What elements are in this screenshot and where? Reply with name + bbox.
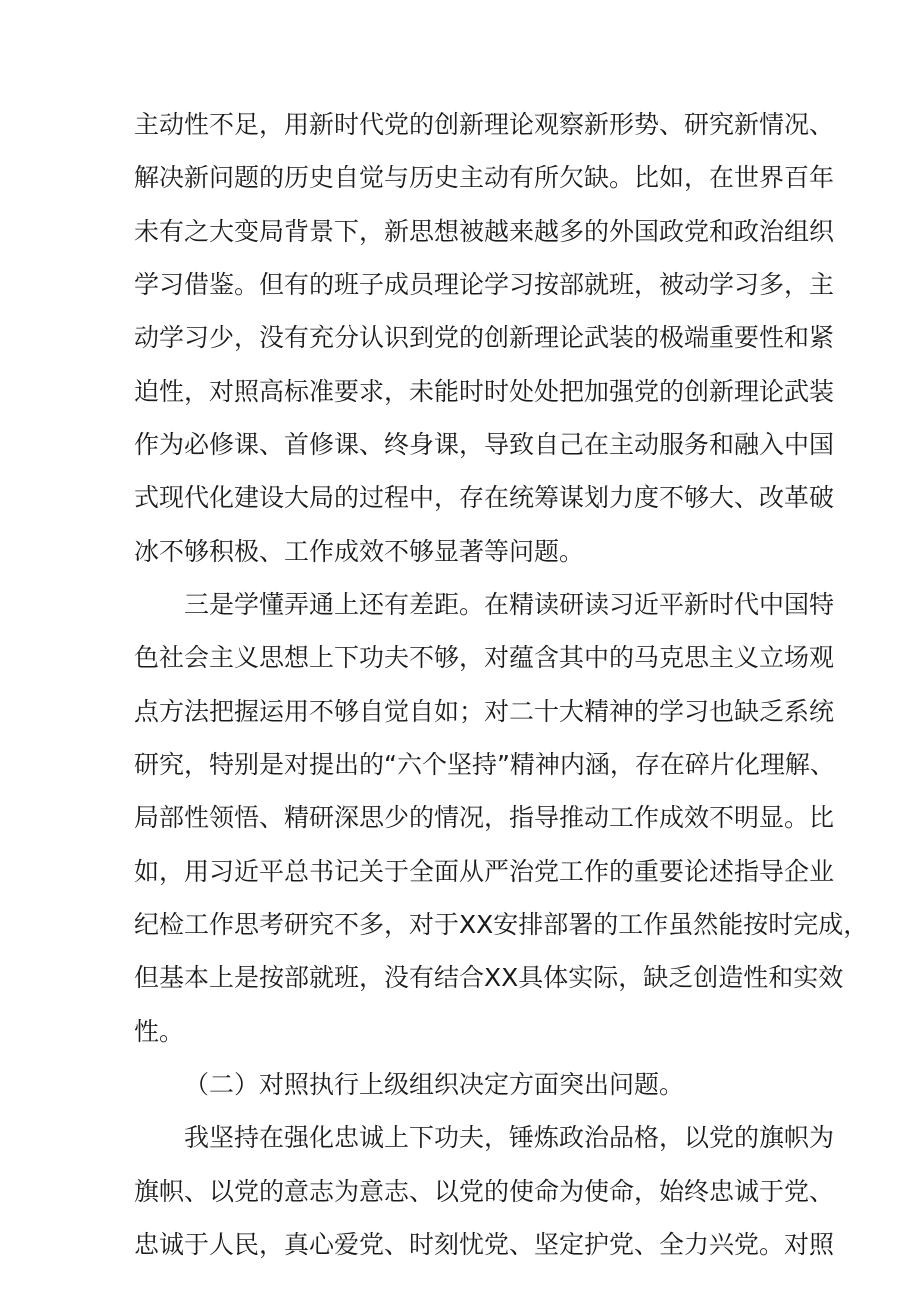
p2-line-4: 研究，特别是对提出的“六个坚持”精神内涵，存在碎片化理解、 <box>134 750 835 779</box>
p1-line-8: 式现代化建设大局的过程中，存在统筹谋划力度不够大、改革破 <box>134 483 835 512</box>
section-heading: （二）对照执行上级组织决定方面突出问题。 <box>184 1070 685 1099</box>
p2-line-7: 纪检工作思考研究不多，对于XX安排部署的工作虽然能按时完成， <box>134 910 869 939</box>
p1-line-1: 主动性不足，用新时代党的创新理论观察新形势、研究新情况、 <box>134 110 835 139</box>
p2-line-9: 性。 <box>134 1017 185 1046</box>
p1-line-7: 作为必修课、首修课、终身课，导致自己在主动服务和融入中国 <box>134 430 835 459</box>
p3-line-3: 忠诚于人民，真心爱党、时刻忧党、坚定护党、全力兴党。对照 <box>134 1230 835 1259</box>
p3-line-1: 我坚持在强化忠诚上下功夫，锤炼政治品格，以党的旗帜为 <box>184 1123 835 1152</box>
p1-line-9: 冰不够积极、工作成效不够显著等问题。 <box>134 537 585 566</box>
p1-line-3: 未有之大变局背景下，新思想被越来越多的外国政党和政治组织 <box>134 217 835 246</box>
p2-line-6: 如，用习近平总书记关于全面从严治党工作的重要论述指导企业 <box>134 857 835 886</box>
p2-line-1: 三是学懂弄通上还有差距。在精读研读习近平新时代中国特 <box>184 590 835 619</box>
p2-line-3: 点方法把握运用不够自觉自如；对二十大精神的学习也缺乏系统 <box>134 697 835 726</box>
p2-line-2: 色社会主义思想上下功夫不够，对蕴含其中的马克思主义立场观 <box>134 643 835 672</box>
p1-line-6: 迫性，对照高标准要求，未能时时处处把加强党的创新理论武装 <box>134 377 835 406</box>
p1-line-2: 解决新问题的历史自觉与历史主动有所欠缺。比如，在世界百年 <box>134 163 835 192</box>
p2-line-5: 局部性领悟、精研深思少的情况，指导推动工作成效不明显。比 <box>134 803 835 832</box>
p1-line-5: 动学习少，没有充分认识到党的创新理论武装的极端重要性和紧 <box>134 323 835 352</box>
p1-line-4: 学习借鉴。但有的班子成员理论学习按部就班，被动学习多，主 <box>134 270 835 299</box>
p2-line-8: 但基本上是按部就班，没有结合XX具体实际，缺乏创造性和实效 <box>134 963 844 992</box>
p3-line-2: 旗帜、以党的意志为意志、以党的使命为使命，始终忠诚于党、 <box>134 1177 835 1206</box>
